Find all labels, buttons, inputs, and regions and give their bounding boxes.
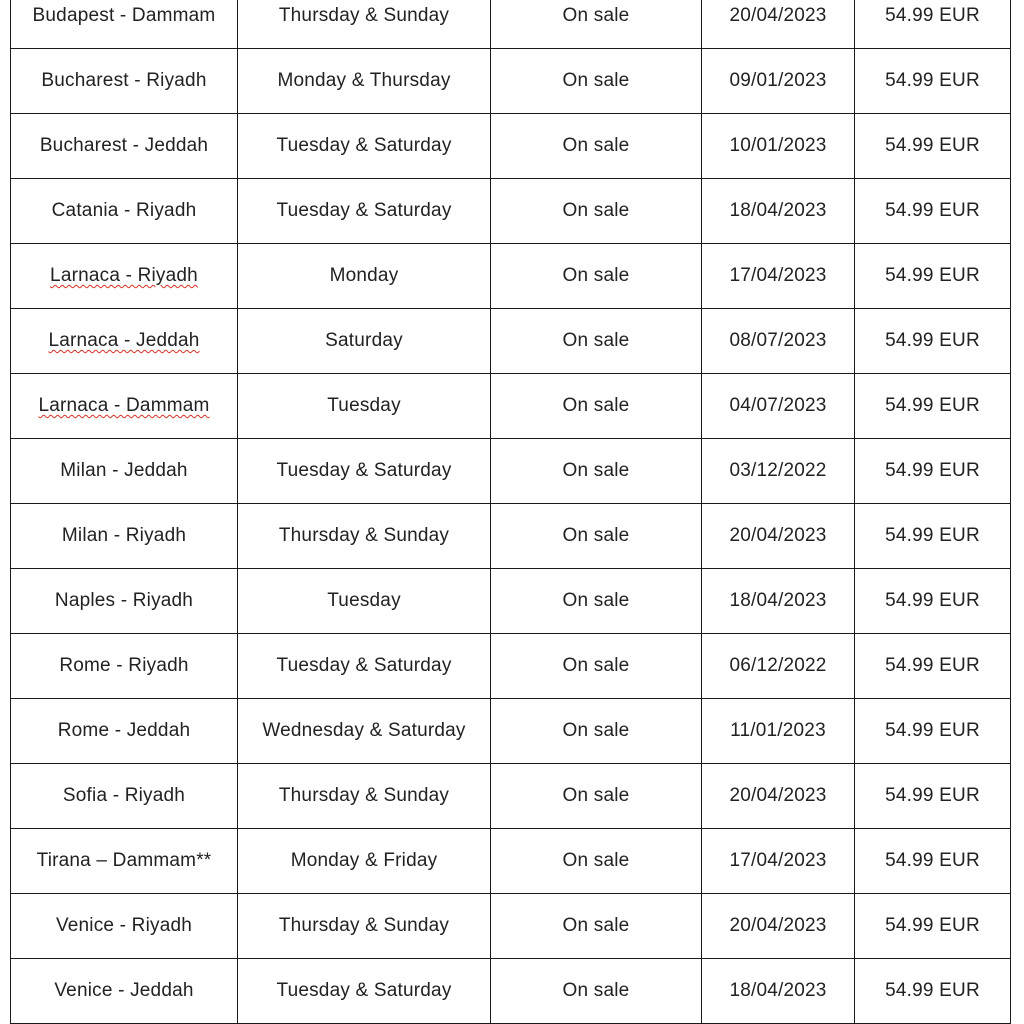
price-cell: 54.99 EUR bbox=[855, 374, 1011, 439]
table-row bbox=[11, 244, 1011, 309]
route-cell bbox=[11, 374, 238, 439]
status-cell: On sale bbox=[491, 309, 702, 374]
date-cell: 17/04/2023 bbox=[702, 244, 855, 309]
status-cell: On sale bbox=[491, 114, 702, 179]
route-text: Larnaca - Jeddah bbox=[48, 330, 200, 351]
days-cell: Monday bbox=[238, 244, 491, 309]
table-row bbox=[11, 829, 1011, 894]
status-cell: On sale bbox=[491, 439, 702, 504]
days-cell: Wednesday & Saturday bbox=[238, 699, 491, 764]
date-cell: 09/01/2023 bbox=[702, 49, 855, 114]
route-cell bbox=[11, 309, 238, 374]
route-cell: Venice - Riyadh bbox=[11, 894, 238, 959]
route-cell: Milan - Jeddah bbox=[11, 439, 238, 504]
days-cell: Tuesday bbox=[238, 374, 491, 439]
table-row bbox=[11, 374, 1011, 439]
date-cell: 08/07/2023 bbox=[702, 309, 855, 374]
status-cell: On sale bbox=[491, 374, 702, 439]
routes-table bbox=[10, 0, 1011, 1024]
date-cell: 06/12/2022 bbox=[702, 634, 855, 699]
route-cell: Rome - Riyadh bbox=[11, 634, 238, 699]
status-cell: On sale bbox=[491, 894, 702, 959]
route-cell: Bucharest - Riyadh bbox=[11, 49, 238, 114]
date-cell: 18/04/2023 bbox=[702, 959, 855, 1024]
status-cell: On sale bbox=[491, 49, 702, 114]
price-cell: 54.99 EUR bbox=[855, 439, 1011, 504]
routes-table-body bbox=[11, 0, 1011, 1024]
status-cell: On sale bbox=[491, 569, 702, 634]
days-cell: Thursday & Sunday bbox=[238, 0, 491, 49]
table-row bbox=[11, 959, 1011, 1024]
route-cell bbox=[11, 244, 238, 309]
route-cell: Naples - Riyadh bbox=[11, 569, 238, 634]
table-row bbox=[11, 49, 1011, 114]
days-cell: Monday & Thursday bbox=[238, 49, 491, 114]
price-cell: 54.99 EUR bbox=[855, 829, 1011, 894]
route-cell: Venice - Jeddah bbox=[11, 959, 238, 1024]
routes-table-container bbox=[10, 0, 1010, 1024]
price-cell: 54.99 EUR bbox=[855, 894, 1011, 959]
status-cell: On sale bbox=[491, 764, 702, 829]
route-cell: Sofia - Riyadh bbox=[11, 764, 238, 829]
date-cell: 17/04/2023 bbox=[702, 829, 855, 894]
status-cell: On sale bbox=[491, 179, 702, 244]
days-cell: Tuesday & Saturday bbox=[238, 634, 491, 699]
date-cell: 20/04/2023 bbox=[702, 504, 855, 569]
price-cell: 54.99 EUR bbox=[855, 244, 1011, 309]
date-cell: 18/04/2023 bbox=[702, 179, 855, 244]
days-cell: Thursday & Sunday bbox=[238, 504, 491, 569]
price-cell: 54.99 EUR bbox=[855, 114, 1011, 179]
price-cell: 54.99 EUR bbox=[855, 764, 1011, 829]
date-cell: 04/07/2023 bbox=[702, 374, 855, 439]
table-row bbox=[11, 114, 1011, 179]
status-cell: On sale bbox=[491, 959, 702, 1024]
table-row bbox=[11, 504, 1011, 569]
price-cell: 54.99 EUR bbox=[855, 699, 1011, 764]
table-row bbox=[11, 699, 1011, 764]
date-cell: 20/04/2023 bbox=[702, 0, 855, 49]
date-cell: 10/01/2023 bbox=[702, 114, 855, 179]
date-cell: 11/01/2023 bbox=[702, 699, 855, 764]
status-cell: On sale bbox=[491, 634, 702, 699]
table-row bbox=[11, 179, 1011, 244]
table-row bbox=[11, 894, 1011, 959]
days-cell: Tuesday & Saturday bbox=[238, 439, 491, 504]
status-cell: On sale bbox=[491, 0, 702, 49]
status-cell: On sale bbox=[491, 504, 702, 569]
price-cell: 54.99 EUR bbox=[855, 49, 1011, 114]
date-cell: 20/04/2023 bbox=[702, 764, 855, 829]
price-cell: 54.99 EUR bbox=[855, 569, 1011, 634]
date-cell: 03/12/2022 bbox=[702, 439, 855, 504]
days-cell: Thursday & Sunday bbox=[238, 894, 491, 959]
route-cell: Catania - Riyadh bbox=[11, 179, 238, 244]
days-cell: Tuesday bbox=[238, 569, 491, 634]
status-cell: On sale bbox=[491, 244, 702, 309]
table-row bbox=[11, 764, 1011, 829]
table-row bbox=[11, 634, 1011, 699]
price-cell: 54.99 EUR bbox=[855, 0, 1011, 49]
route-cell: Bucharest - Jeddah bbox=[11, 114, 238, 179]
date-cell: 20/04/2023 bbox=[702, 894, 855, 959]
days-cell: Tuesday & Saturday bbox=[238, 959, 491, 1024]
table-row bbox=[11, 0, 1011, 49]
days-cell: Saturday bbox=[238, 309, 491, 374]
price-cell: 54.99 EUR bbox=[855, 309, 1011, 374]
status-cell: On sale bbox=[491, 699, 702, 764]
price-cell: 54.99 EUR bbox=[855, 959, 1011, 1024]
route-cell: Milan - Riyadh bbox=[11, 504, 238, 569]
days-cell: Thursday & Sunday bbox=[238, 764, 491, 829]
price-cell: 54.99 EUR bbox=[855, 179, 1011, 244]
days-cell: Tuesday & Saturday bbox=[238, 179, 491, 244]
price-cell: 54.99 EUR bbox=[855, 634, 1011, 699]
date-cell: 18/04/2023 bbox=[702, 569, 855, 634]
days-cell: Monday & Friday bbox=[238, 829, 491, 894]
route-cell: Tirana – Dammam** bbox=[11, 829, 238, 894]
table-row bbox=[11, 309, 1011, 374]
route-text: Larnaca - Riyadh bbox=[50, 265, 198, 286]
status-cell: On sale bbox=[491, 829, 702, 894]
route-cell: Rome - Jeddah bbox=[11, 699, 238, 764]
days-cell: Tuesday & Saturday bbox=[238, 114, 491, 179]
table-row bbox=[11, 569, 1011, 634]
route-text: Larnaca - Dammam bbox=[38, 395, 210, 416]
price-cell: 54.99 EUR bbox=[855, 504, 1011, 569]
route-cell: Budapest - Dammam bbox=[11, 0, 238, 49]
table-row bbox=[11, 439, 1011, 504]
